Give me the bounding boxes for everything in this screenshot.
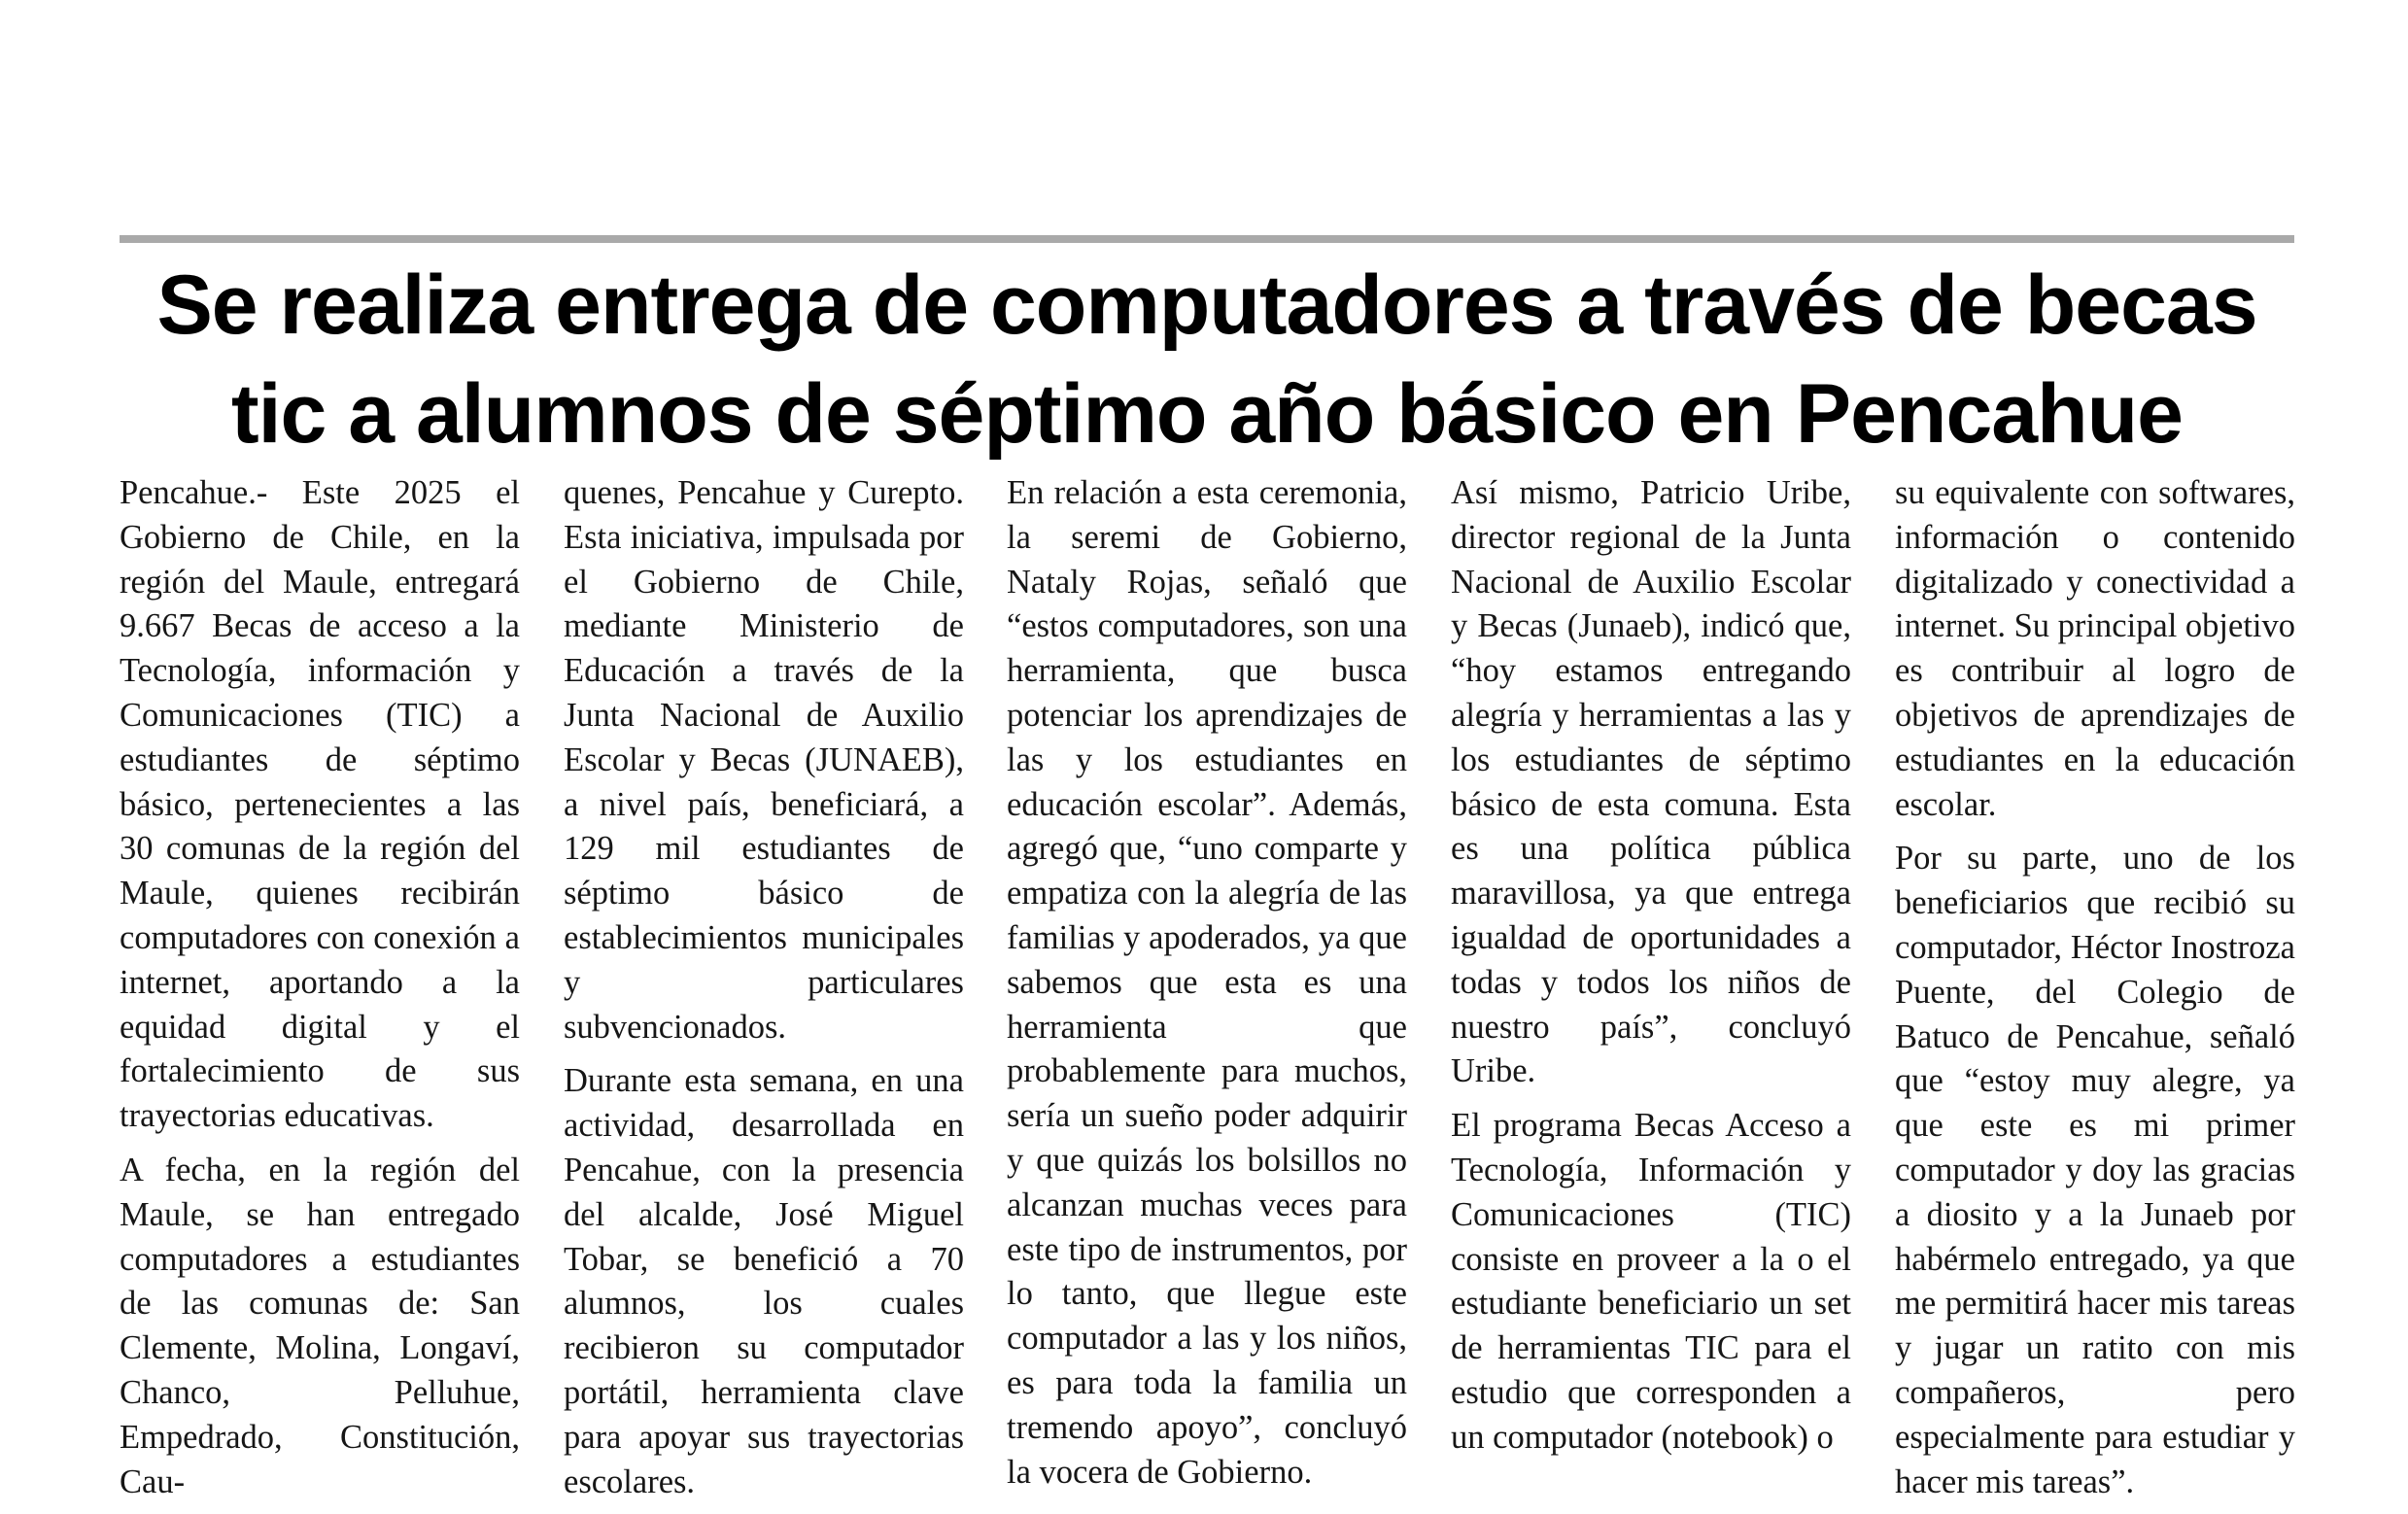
- headline-line-1: Se realiza entrega de computadores a través de becas: [156, 258, 2257, 352]
- paragraph: A fecha, en la región del Maule, se han entregado computadores a estudiantes de las comunas de: San Clemente, Molina, Longaví, Chanco, Pelluhue, Empedrado, Constitución, Cau-: [120, 1151, 520, 1500]
- paragraph: quenes, Pencahue y Curepto. Esta iniciativa, impulsada por el Gobierno de Chile, mediante Ministerio de Educación a través de la Junta Nacional de Auxilio Escolar y Becas (JUNAEB), a nivel país, beneficiará, a 129 mil estudiantes de séptimo básico de establecimientos municipales y particulares subvencionados.: [564, 474, 964, 1046]
- article-column-3: [1007, 471, 1407, 1504]
- headline-line-2: tic a alumnos de séptimo año básico en Pencahue: [230, 367, 2183, 461]
- paragraph: Durante esta semana, en una actividad, desarrollada en Pencahue, con la presencia del alcalde, José Miguel Tobar, se benefició a 70 alumnos, los cuales recibieron su computador portátil, herramienta clave para apoyar sus trayectorias escolares.: [564, 1062, 964, 1500]
- article-column-2: [564, 471, 964, 1514]
- paragraph: Así mismo, Patricio Uribe, director regional de la Junta Nacional de Auxilio Escolar y Becas (Junaeb), indicó que, “hoy estamos entregando alegría y herramientas a las y los estudiantes de séptimo básico de esta comuna. Esta es una política pública maravillosa, ya que entrega igualdad de oportunidades a todas y todos los niños de nuestro país”, concluyó Uribe.: [1451, 474, 1851, 1090]
- article-headline: [120, 251, 2294, 468]
- paragraph: En relación a esta ceremonia, la seremi de Gobierno, Nataly Rojas, señaló que “estos computadores, son una herramienta, que busca potenciar los aprendizajes de las y los estudiantes en educación escolar”. Además, agregó que, “uno comparte y empatiza con la alegría de las familias y apoderados, ya que sabemos que esta es una herramienta que probablemente para muchos, sería un sueño poder adquirir y que quizás los bolsillos no alcanzan muchas veces para este tipo de instrumentos, por lo tanto, que llegue este computador a las y los niños, es para toda la familia un tremendo apoyo”, concluyó la vocera de Gobierno.: [1007, 474, 1407, 1491]
- paragraph: Pencahue.- Este 2025 el Gobierno de Chile, en la región del Maule, entregará 9.667 Becas de acceso a la Tecnología, información y Comunicaciones (TIC) a estudiantes de séptimo básico, pertenecientes a las 30 comunas de la región del Maule, quienes recibirán computadores con conexión a internet, aportando a la equidad digital y el fortalecimiento de sus trayectorias educativas.: [120, 474, 520, 1135]
- article-column-5: [1895, 471, 2295, 1514]
- paragraph: Por su parte, uno de los beneficiarios que recibió su computador, Héctor Inostroza Puente, del Colegio de Batuco de Pencahue, señaló que “estoy muy alegre, ya que este es mi primer computador y doy las gracias a diosito y a la Junaeb por habérmelo entregado, ya que me permitirá hacer mis tareas y jugar un ratito con mis compañeros, pero especialmente para estudiar y hacer mis tareas”.: [1895, 840, 2295, 1500]
- article-column-1: [120, 471, 520, 1514]
- paragraph: El programa Becas Acceso a Tecnología, Información y Comunicaciones (TIC) consiste en proveer a la o el estudiante beneficiario un set de herramientas TIC para el estudio que corresponden a un computador (notebook) o: [1451, 1107, 1851, 1456]
- headline-rule: [120, 235, 2294, 243]
- paragraph: su equivalente con softwares, información o contenido digitalizado y conectividad a internet. Su principal objetivo es contribuir al logro de objetivos de aprendizajes de estudiantes en la educación escolar.: [1895, 474, 2295, 823]
- article-column-4: [1451, 471, 1851, 1470]
